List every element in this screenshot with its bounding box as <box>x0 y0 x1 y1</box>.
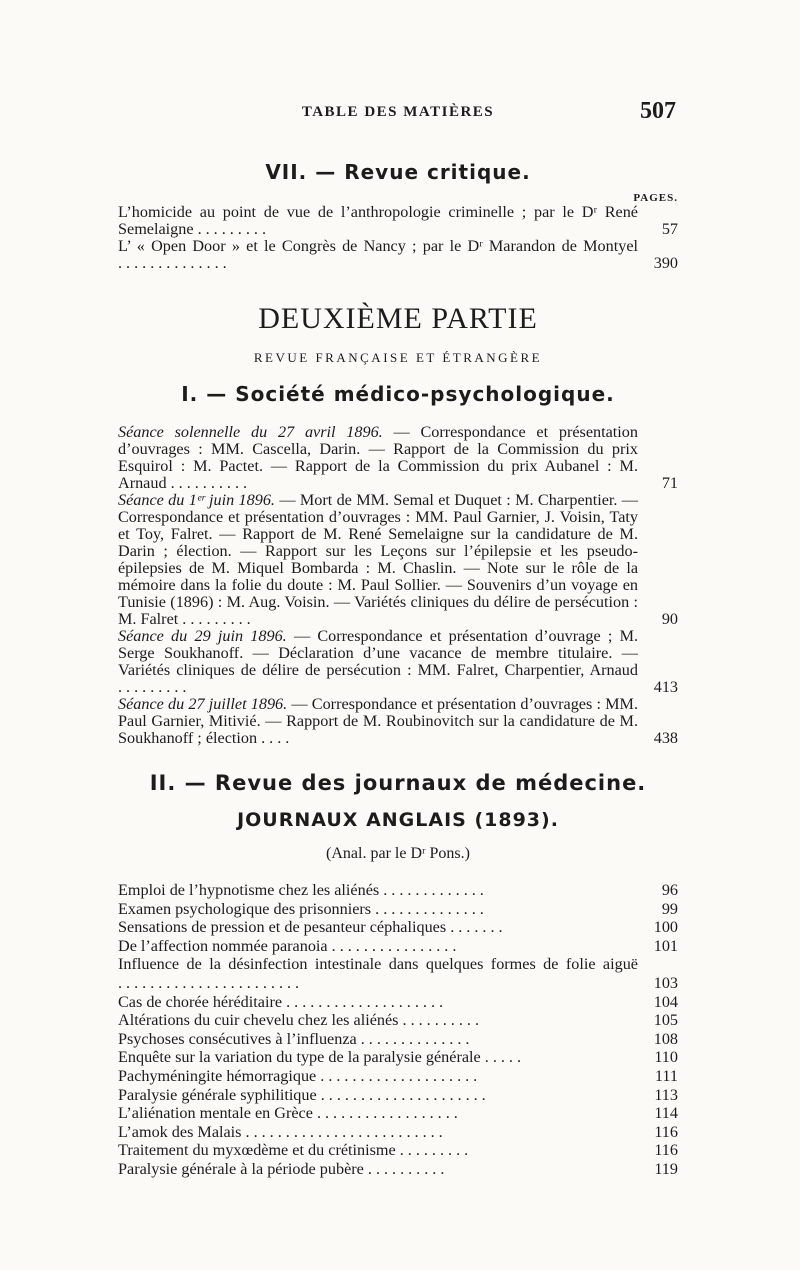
entry-page: 438 <box>653 729 678 747</box>
session-entry: Séance du 29 juin 1896. — Correspondance et présentation d’ouvrage ; M. Serge Soukhanoff. — Déclaration d’une vacance de membre titulaire. — Variétés cliniques de délire de persécution : MM. Falret, Charpentier, Arnaud ......... 413 <box>118 627 678 696</box>
entry-page: 105 <box>653 1011 678 1030</box>
entry-text: Psychoses consécutives à l’influenza <box>118 1029 357 1048</box>
entry-page: 110 <box>654 1048 678 1067</box>
entry-text: De l’affection nommée paranoia <box>118 936 328 955</box>
toc-entry: L’amok des Malais ......................... 116 <box>118 1122 678 1141</box>
session-entry: Séance solennelle du 27 avril 1896. — Correspondance et présentation d’ouvrages : MM. Cascella, Darin. — Rapport de la Commission du prix Esquirol : M. Pactet. — Rapport de la Commission du prix Aubanel : M. Arnaud .......... 71 <box>118 423 678 492</box>
toc-entry: Pachyméningite hémorragique .................... 111 <box>118 1066 678 1085</box>
part-title: DEUXIÈME PARTIE <box>258 302 538 335</box>
entry-page: 101 <box>653 936 678 955</box>
session-date: Séance du 1ᵉʳ juin 1896. <box>118 491 275 509</box>
toc-entry: Sensations de pression et de pesanteur céphaliques ....... 100 <box>118 918 678 937</box>
toc-entry: Altérations du cuir chevelu chez les aliénés .......... 105 <box>118 1011 678 1030</box>
entry-page: 104 <box>653 992 678 1011</box>
entry-page: 57 <box>661 220 678 238</box>
entry-page: 99 <box>661 899 678 918</box>
journals-title: JOURNAUX ANGLAIS (1893). <box>237 809 559 831</box>
session-list <box>118 424 678 747</box>
entry-page: 111 <box>654 1066 678 1085</box>
session-date: Séance du 27 juillet 1896. <box>118 695 288 713</box>
entry-page: 413 <box>653 678 678 696</box>
entry-text: L’aliénation mentale en Grèce <box>118 1104 313 1123</box>
section-heading-societe: I. — Société médico-psychologique. <box>181 382 615 406</box>
part-subtitle: REVUE FRANÇAISE ET ÉTRANGÈRE <box>253 350 543 365</box>
entry-page: 71 <box>661 474 678 492</box>
entry-text: Emploi de l’hypnotisme chez les aliénés <box>118 881 380 899</box>
entry-text: Sensations de pression et de pesanteur céphaliques <box>118 918 447 937</box>
entry-page: 103 <box>653 973 678 992</box>
entry-page: 90 <box>661 610 678 628</box>
toc-entry: Paralysie générale à la période pubère .......... 119 <box>118 1159 678 1178</box>
toc-entry: L’ « Open Door » et le Congrès de Nancy ; par le Dʳ Marandon de Montyel .............. 390 <box>118 237 678 272</box>
entry-page: 390 <box>653 254 678 272</box>
session-date: Séance solennelle du 27 avril 1896. <box>118 423 383 441</box>
toc-entry: Enquête sur la variation du type de la paralysie générale ..... 110 <box>118 1048 678 1067</box>
entry-page: 96 <box>661 881 678 899</box>
toc-entry: Paralysie générale syphilitique ..................... 113 <box>118 1085 678 1104</box>
revue-critique-list <box>118 204 678 272</box>
entry-text: Cas de chorée héréditaire <box>118 992 283 1011</box>
pages-column-label: PAGES. <box>633 192 678 204</box>
entry-page: 113 <box>654 1085 678 1104</box>
entry-text: Examen psychologique des prisonniers <box>118 899 372 918</box>
toc-entry: Examen psychologique des prisonniers .............. 99 <box>118 899 678 918</box>
entry-page: 116 <box>654 1122 678 1141</box>
section-heading-revue-journaux: II. — Revue des journaux de médecine. <box>149 771 647 795</box>
toc-entry: Influence de la désinfection intestinale dans quelques formes de folie aiguë ....................... 103 <box>118 955 678 992</box>
running-title: TABLE DES MATIÈRES <box>301 104 495 120</box>
entry-page: 116 <box>654 1141 678 1160</box>
toc-entry: L’aliénation mentale en Grèce .................. 114 <box>118 1104 678 1123</box>
entry-text: Pachyméningite hémorragique <box>118 1066 317 1085</box>
entry-text: Influence de la désinfection intestinale dans quelques formes de folie aiguë <box>118 955 638 974</box>
entry-text: Paralysie générale syphilitique <box>118 1085 317 1104</box>
analyst-credit: (Anal. par le Dʳ Pons.) <box>326 845 470 862</box>
running-head <box>118 90 678 124</box>
entry-text: Enquête sur la variation du type de la paralysie générale <box>118 1048 481 1067</box>
session-text: — Correspondance et présentation d’ouvrage ; M. Serge Soukhanoff. — Déclaration d’une vacance de membre titulaire. — Variétés cliniques de délire de persécution : MM. Falret, Charpentier, Arnaud <box>118 627 639 679</box>
toc-entry: Traitement du myxœdème et du crétinisme ......... 116 <box>118 1141 678 1160</box>
entry-page: 114 <box>654 1104 678 1123</box>
toc-entry: Psychoses consécutives à l’influenza .............. 108 <box>118 1029 678 1048</box>
entry-text: L’homicide au point de vue de l’anthropologie criminelle ; par le Dʳ René Semelaigne <box>118 203 638 238</box>
session-entry: Séance du 27 juillet 1896. — Correspondance et présentation d’ouvrages : MM. Paul Garnier, Mitivié. — Rapport de M. Roubinovitch sur la candidature de M. Soukhanoff ; élection .... 438 <box>118 695 678 747</box>
session-text: — Correspondance et présentation d’ouvrages : MM. Paul Garnier, Mitivié. — Rapport de M. Roubinovitch sur la candidature de M. Soukhanoff ; élection <box>118 695 639 747</box>
toc-entry: De l’affection nommée paranoia ................ 101 <box>118 936 678 955</box>
journal-article-list <box>118 881 678 1179</box>
entry-text: L’amok des Malais <box>118 1122 242 1141</box>
entry-page: 100 <box>653 918 678 937</box>
session-date: Séance du 29 juin 1896. <box>118 627 287 645</box>
section-heading-revue-critique: VII. — Revue critique. <box>265 160 531 184</box>
toc-entry: Emploi de l’hypnotisme chez les aliénés ............. 96 <box>118 881 678 899</box>
toc-entry: Cas de chorée héréditaire .................... 104 <box>118 992 678 1011</box>
page-number: 507 <box>640 98 676 124</box>
entry-text: L’ « Open Door » et le Congrès de Nancy ; par le Dʳ Marandon de Montyel <box>118 237 638 255</box>
entry-page: 119 <box>654 1159 678 1178</box>
session-text: — Correspondance et présentation d’ouvrages : MM. Cascella, Darin. — Rapport de la Commission du prix Esquirol : M. Pactet. — Rapport de la Commission du prix Aubanel : M. Arnaud <box>118 423 638 492</box>
session-entry: Séance du 1ᵉʳ juin 1896. — Mort de MM. Semal et Duquet : M. Charpentier. — Correspondance et présentation d’ouvrages : MM. Paul Garnier, J. Voisin, Taty et Toy, Falret. — Rapport de M. René Semelaigne sur la candidature de M. Darin ; élection. — Rapport sur les Leçons sur l’épilepsie et les pseudo-épilepsies de M. Miquel Bombarda : M. Chaslin. — Note sur le rôle de la mémoire dans la folie du doute : M. Paul Sollier. — Souvenirs d’un voyage en Tunisie (1896) : M. Aug. Voisin. — Variétés cliniques du délire de persécution : M. Falret ......... 90 <box>118 491 678 628</box>
session-text: — Mort de MM. Semal et Duquet : M. Charpentier. — Correspondance et présentation d’ouvrages : MM. Paul Garnier, J. Voisin, Taty et Toy, Falret. — Rapport de M. René Semelaigne sur la candidature de M. Darin ; élection. — Rapport sur les Leçons sur l’épilepsie et les pseudo-épilepsies de M. Miquel Bombarda : M. Chaslin. — Note sur le rôle de la mémoire dans la folie du doute : M. Paul Sollier. — Souvenirs d’un voyage en Tunisie (1896) : M. Aug. Voisin. — Variétés cliniques du délire de persécution : M. Falret <box>118 491 638 628</box>
entry-text: Altérations du cuir chevelu chez les aliénés <box>118 1011 399 1030</box>
book-page <box>118 90 678 1179</box>
entry-text: Paralysie générale à la période pubère <box>118 1159 364 1178</box>
entry-text: Traitement du myxœdème et du crétinisme <box>118 1141 396 1160</box>
toc-entry: L’homicide au point de vue de l’anthropologie criminelle ; par le Dʳ René Semelaigne ......... 57 <box>118 203 678 238</box>
entry-page: 108 <box>653 1029 678 1048</box>
